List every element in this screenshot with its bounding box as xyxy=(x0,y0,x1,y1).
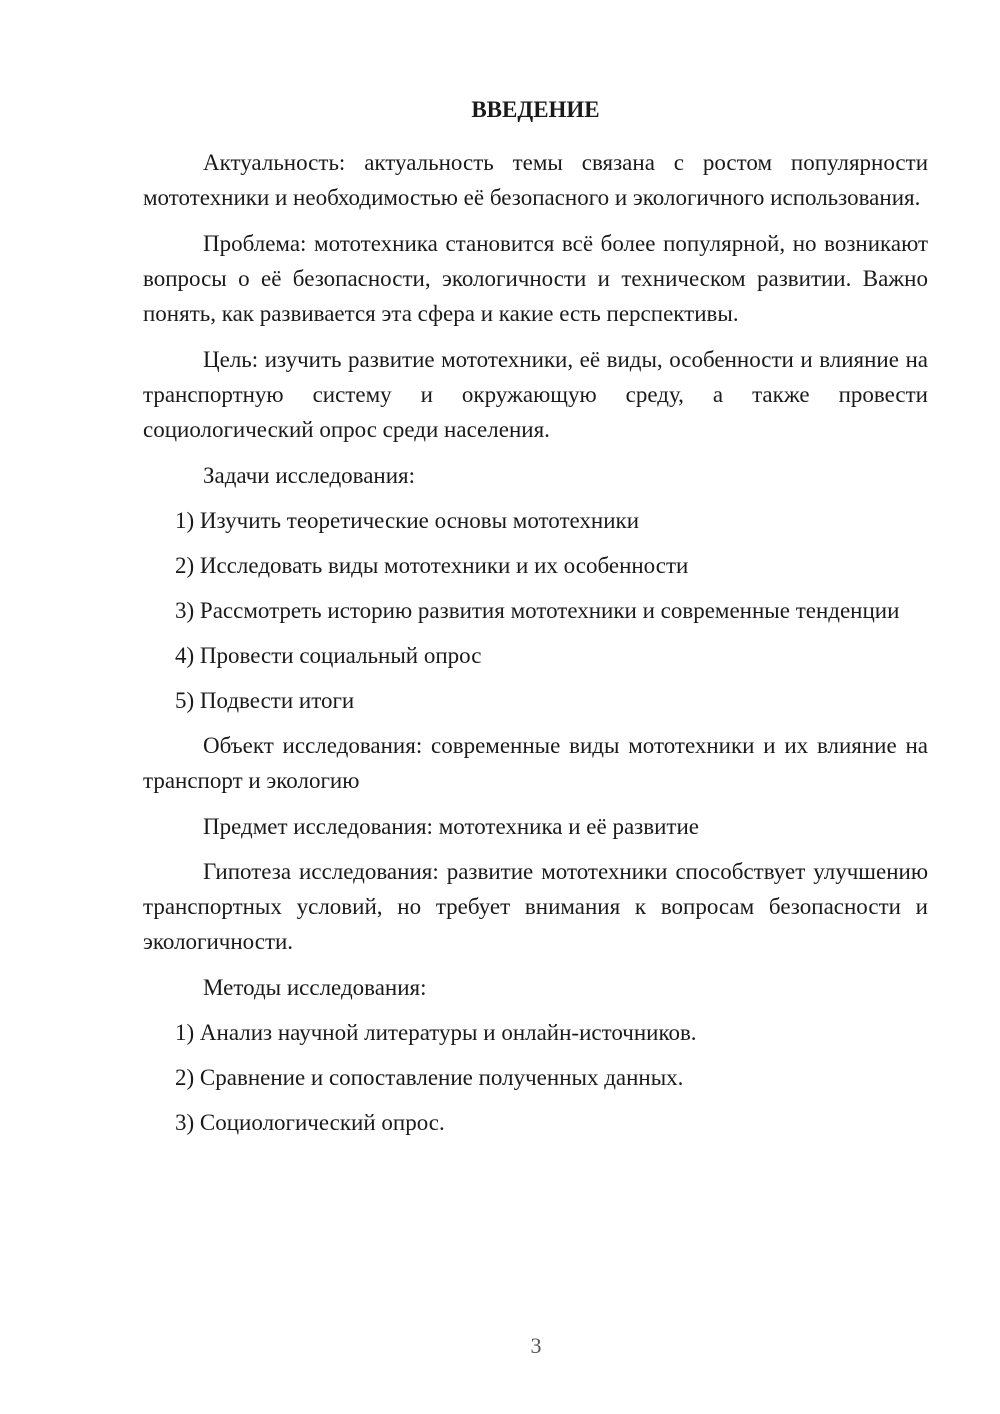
task-item: 1) Изучить теоретические основы мототехники xyxy=(175,508,640,533)
task-item: 2) Исследовать виды мототехники и их особенности xyxy=(175,553,689,578)
method-item: 3) Социологический опрос. xyxy=(175,1110,445,1135)
relevance-paragraph: Актуальность: актуальность темы связана с ростом популярности мототехники и необходимостью её безопасного и экологичного использования. xyxy=(143,150,928,210)
methods-heading: Методы исследования: xyxy=(203,975,427,1000)
page-number: 3 xyxy=(530,1333,542,1358)
task-item: 3) Рассмотреть историю развития мототехники и современные тенденции xyxy=(175,598,900,623)
task-item: 4) Провести социальный опрос xyxy=(175,643,482,668)
tasks-heading: Задачи исследования: xyxy=(203,463,416,488)
object-paragraph: Объект исследования: современные виды мототехники и их влияние на транспорт и экологию xyxy=(143,733,928,793)
goal-paragraph: Цель: изучить развитие мототехники, её виды, особенности и влияние на транспортную систему и окружающую среду, а также провести социологический опрос среди населения. xyxy=(143,347,928,442)
hypothesis-paragraph: Гипотеза исследования: развитие мототехники способствует улучшению транспортных условий, но требует внимания к вопросам безопасности и экологичности. xyxy=(143,859,928,954)
subject-paragraph: Предмет исследования: мототехника и её развитие xyxy=(203,814,700,839)
method-item: 2) Сравнение и сопоставление полученных данных. xyxy=(175,1065,684,1090)
method-item: 1) Анализ научной литературы и онлайн-источников. xyxy=(175,1020,697,1045)
section-title: ВВЕДЕНИЕ xyxy=(471,97,600,122)
problem-paragraph: Проблема: мототехника становится всё более популярной, но возникают вопросы о её безопасности, экологичности и техническом развитии. Важно понять, как развивается эта сфера и какие есть перспективы. xyxy=(143,231,928,326)
task-item: 5) Подвести итоги xyxy=(175,688,355,713)
document-page xyxy=(143,92,928,1150)
